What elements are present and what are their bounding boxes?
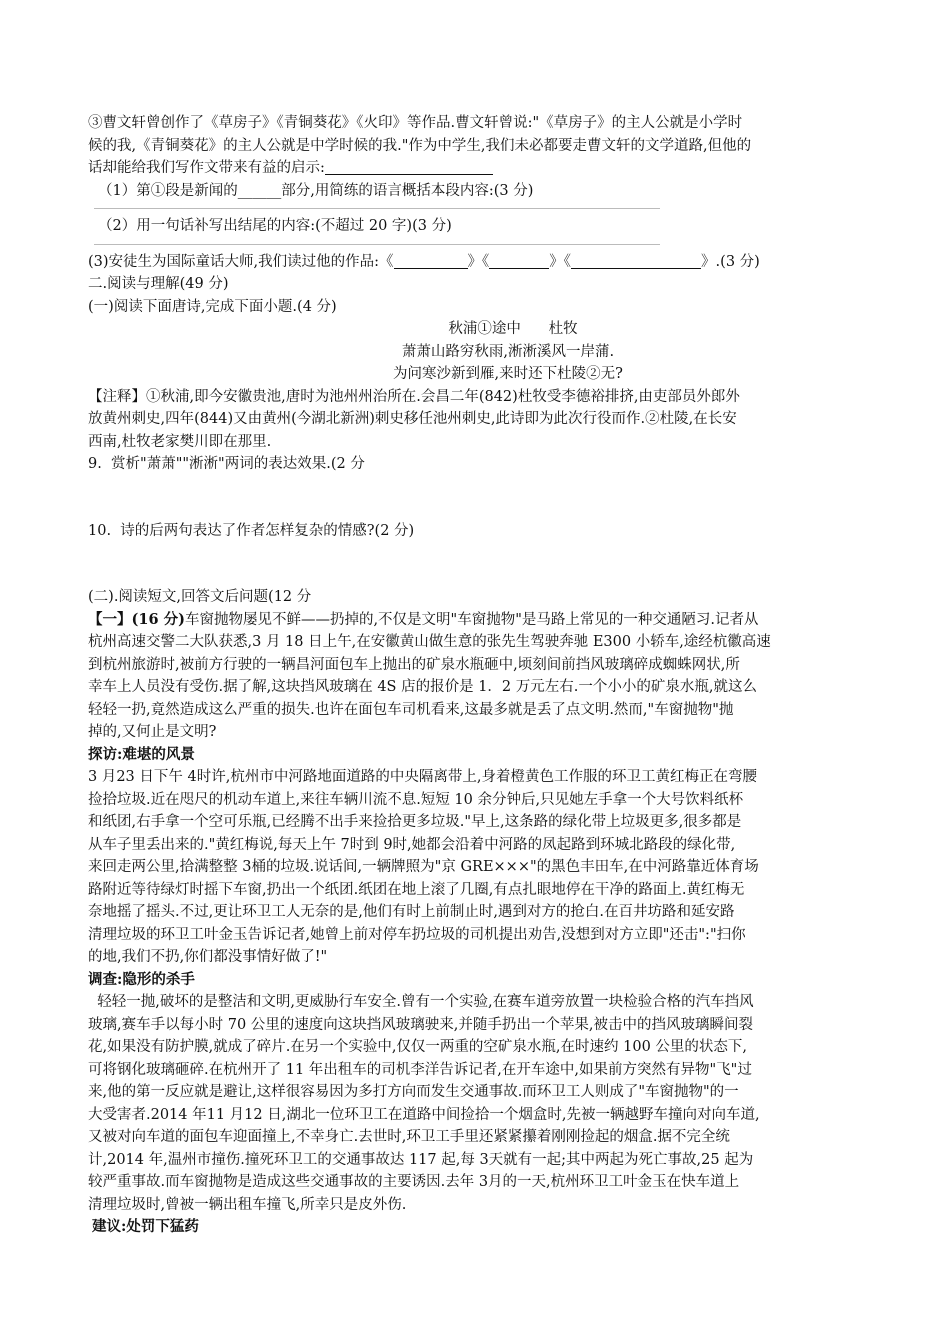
section-2-title: 二.阅读与理解(49 分)	[88, 276, 229, 292]
article-p3-line: 较严重事故.而车窗抛物是造成这些交通事故的主要诱因.去年 3月的一天,杭州环卫工叶金玉在快车道上	[88, 1174, 740, 1190]
poem-note-1: 【注释】①秋浦,即今安徽贵池,唐时为池州州治所在.会昌二年(842)杜牧受李德裕排挤,由吏部员外郎外	[88, 388, 740, 405]
article-p2-line: 和纸团,右手拿一个空可乐瓶,已经腾不出手来捡拾更多垃圾."早上,这条路的绿化带上垃圾更多,很多都是	[88, 814, 742, 830]
sub-question-3-suffix: 》.(3 分)	[701, 253, 760, 270]
q3-line-2: 候的我,《青铜葵花》的主人公就是中学时候的我."作为中学生,我们未必都要走曹文轩的文学道路,但他的	[88, 137, 752, 154]
article-p2-line: 来回走两公里,拾满整整 3桶的垃圾.说话间,一辆牌照为"京 GRE×××"的黑色丰田车,在中河路靠近体育场	[88, 859, 759, 875]
poem-line-1: 萧萧山路穷秋雨,淅淅溪风一岸蒲.	[401, 343, 615, 360]
article-label: 【一】(16 分)	[88, 610, 185, 628]
article-p3-line: 轻轻一抛,破坏的是整洁和文明,更威胁行车安全.曾有一个实验,在赛车道旁放置一块检验合格的汽车挡风	[88, 994, 754, 1010]
article-p1-line: 掉的,又何止是文明?	[88, 724, 217, 740]
poem-note-3: 西南,杜牧老家樊川即在那里.	[88, 433, 272, 450]
answer-blank[interactable]	[325, 158, 493, 175]
book-title-blank-3[interactable]	[571, 252, 701, 269]
article-p1-line: 杭州高速交警二大队获悉,3 月 18 日上午,在安徽黄山做生意的张先生驾驶奔驰 E300 小轿车,途经杭徽高速	[88, 634, 771, 650]
q3-line-3	[88, 157, 868, 180]
article-p1-line: 幸车上人员没有受伤.据了解,这块挡风玻璃在 4S 店的报价是 1．2 万元左右.一个小小的矿泉水瓶,就这么	[88, 679, 757, 695]
article-p1-line: 轻轻一扔,竟然造成这么严重的损失.也许在面包车司机看来,这最多就是丢了点文明.然而,"车窗抛物"抛	[88, 701, 734, 718]
section-heading-visit: 探访:难堪的风景	[88, 745, 195, 763]
sub-question-3-sep-2: 》《	[549, 253, 572, 270]
question-9: 9. 赏析"萧萧""淅淅"两词的表达效果.(2 分	[88, 456, 365, 472]
document-page	[88, 112, 868, 1239]
q3-line-3-text: 话却能给我们写作文带来有益的启示:	[88, 160, 325, 176]
article-p3-line: 计,2014 年,温州市撞伤.撞死环卫工的交通事故达 117 起,每 3天就有一起;其中两起为死亡事故,25 起为	[88, 1151, 754, 1168]
book-title-blank-2[interactable]	[489, 252, 549, 269]
sub-question-3-sep-1: 》《	[467, 253, 490, 270]
sub-question-2: （2）用一句话补写出结尾的内容:(不超过 20 字)(3 分)	[98, 218, 452, 234]
article-instruction: (二).阅读短文,回答文后问题(12 分	[88, 589, 312, 605]
poem-note-2: 放黄州刺史,四年(844)又由黄州(今湖北新洲)刺史移任池州刺史,此诗即为此次行役而作.②杜陵,在长安	[88, 411, 737, 427]
article-p3-line: 可将钢化玻璃砸碎.在杭州开了 11 年出租车的司机李洋告诉记者,在开车途中,如果前方突然有异物"飞"过	[88, 1061, 752, 1078]
article-p3-line: 来,他的第一反应就是避让,这样很容易因为多打方向而发生交通事故.而环卫工人则成了"车窗抛物"的一	[88, 1084, 739, 1100]
question-10: 10. 诗的后两句表达了作者怎样复杂的情感?(2 分)	[88, 522, 415, 539]
article-p2-line: 捡拾垃圾.近在咫尺的机动车道上,来往车辆川流不息.短短 10 余分钟后,只见她左手拿一个大号饮料纸杯	[88, 791, 744, 808]
article-p2-line: 的地,我们不扔,你们都没事情好做了!"	[88, 949, 328, 965]
article-p3-line: 玻璃,赛车手以每小时 70 公里的速度向这块挡风玻璃驶来,并随手扔出一个苹果,被击中的挡风玻璃瞬间裂	[88, 1016, 753, 1033]
answer-line[interactable]	[94, 208, 660, 209]
section-heading-suggestion: 建议:处罚下猛药	[92, 1218, 199, 1235]
section-heading-survey: 调查:隐形的杀手	[88, 970, 195, 988]
sub-question-3-prefix: (3)安徒生为国际童话大师,我们读过他的作品:《	[88, 253, 394, 270]
poem-title: 秋浦①途中 杜牧	[448, 321, 578, 337]
article-p1-line: 到杭州旅游时,被前方行驶的一辆昌河面包车上抛出的矿泉水瓶砸中,顷刻间前挡风玻璃碎成蜘蛛网状,所	[88, 656, 740, 673]
article-p2-line: 奈地摇了摇头.不过,更让环卫工人无奈的是,他们有时上前制止时,遇到对方的抢白.在百井坊路和延安路	[88, 904, 735, 920]
poem-instruction: (一)阅读下面唐诗,完成下面小题.(4 分)	[88, 298, 337, 315]
article-p3-line: 又被对向车道的面包车迎面撞上,不幸身亡.去世时,环卫工手里还紧紧攥着刚刚捡起的烟盒.据不完全统	[88, 1129, 730, 1145]
article-p3-line: 大受害者.2014 年11 月12 日,湖北一位环卫工在道路中间捡拾一个烟盒时,先被一辆越野车撞向对向车道,	[88, 1106, 760, 1123]
sub-question-3	[88, 251, 868, 274]
book-title-blank-1[interactable]	[394, 252, 468, 269]
answer-line[interactable]	[94, 244, 660, 245]
article-p3-line: 清理垃圾时,曾被一辆出租车撞飞,所幸只是皮外伤.	[88, 1196, 407, 1213]
article-p2-line: 从车子里丢出来的."黄红梅说,每天上午 7时到 9时,她都会沿着中河路的凤起路到环城北路段的绿化带,	[88, 836, 736, 853]
q3-line-1: ③曹文轩曾创作了《草房子》《青铜葵花》《火印》等作品.曹文轩曾说:"《草房子》的主人公就是小学时	[88, 115, 743, 131]
article-p3-line: 花,如果没有防护膜,就成了碎片.在另一个实验中,仅仅一两重的空矿泉水瓶,在时速约 100 公里的状态下,	[88, 1039, 748, 1055]
article-p1-line-1	[88, 609, 868, 632]
article-p1-text: 车窗抛物屡见不鲜——扔掉的,不仅是文明"车窗抛物"是马路上常见的一种交通陋习.记者从	[184, 611, 759, 628]
sub-question-1: （1）第①段是新闻的______部分,用简练的语言概括本段内容:(3 分)	[98, 182, 534, 199]
poem-line-2: 为问寒沙新到雁,来时还下杜陵②无?	[393, 366, 623, 382]
article-p2-line: 路附近等待绿灯时摇下车窗,扔出一个纸团.纸团在地上滚了几圈,有点扎眼地停在干净的路面上.黄红梅无	[88, 881, 745, 898]
article-p2-line: 清理垃圾的环卫工叶金玉告诉记者,她曾上前对停车扔垃圾的司机提出劝告,没想到对方立即"还击":"扫你	[88, 926, 746, 943]
article-p2-line: 3 月23 日下午 4时许,杭州市中河路地面道路的中央隔离带上,身着橙黄色工作服的环卫工黄红梅正在弯腰	[88, 769, 757, 785]
